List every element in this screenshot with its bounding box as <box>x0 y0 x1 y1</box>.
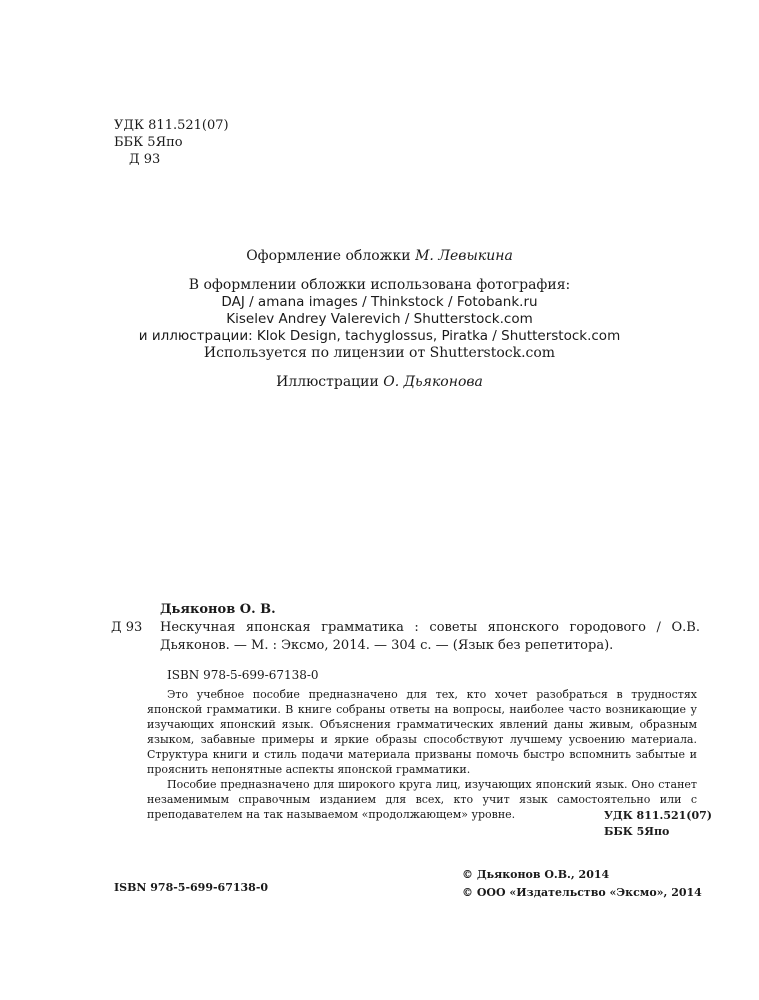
classification-codes <box>114 117 229 168</box>
author-mark: Д 93 <box>129 152 161 167</box>
cover-design-name: М. Левыкина <box>415 248 513 264</box>
photo-credit-line: Kiselev Andrey Valerevich / Shutterstock.com <box>226 311 533 327</box>
footer-codes <box>604 808 712 840</box>
copyright-publisher: © ООО «Издательство «Эксмо», 2014 <box>462 886 702 899</box>
illustrations-credit <box>0 374 759 391</box>
photo-credit-line: DAJ / amana images / Thinkstock / Fotobank.ru <box>221 294 538 310</box>
footer-bbk: ББК 5Япо <box>604 825 670 838</box>
license-line: Используется по лицензии от Shutterstock.com <box>203 345 556 361</box>
cover-design-credit <box>0 248 759 265</box>
illustrations-name: О. Дьяконова <box>383 374 483 390</box>
photo-credits <box>0 277 759 362</box>
cover-design-label: Оформление обложки <box>246 248 411 264</box>
footer-isbn: ISBN 978-5-699-67138-0 <box>114 881 269 894</box>
annotation-paragraph: Пособие предназначено для широкого круга лиц, изучающих японский язык. Оно станет незаменимым справочным изданием для всех, кто учит язык самостоятельно или с преподавателем на так называемом «продолжающем» уровне. <box>147 778 697 821</box>
annotation <box>147 687 697 822</box>
photo-intro: В оформлении обложки использована фотография: <box>188 277 571 293</box>
photo-credit-line: и иллюстрации: Klok Design, tachyglossus, Piratka / Shutterstock.com <box>138 328 621 344</box>
copyright-block <box>462 866 702 902</box>
copyright-author: © Дьяконов О.В., 2014 <box>462 868 610 881</box>
annotation-paragraph: Это учебное пособие предназначено для тех, кто хочет разобраться в трудностях японской грамматики. В книге собраны ответы на вопросы, наиболее часто возникающие у изучающих японский язык. Объяснения грамматических явлений даны живым, образным языком, забавные примеры и яркие образы способствуют лучшему усвоению материала. Структура книги и стиль подачи материала призваны помочь быстро вспомнить забытые и прояснить непонятные аспекты японской грамматики. <box>147 688 697 776</box>
udk-code: УДК 811.521(07) <box>114 118 229 133</box>
bibliographic-isbn: ISBN 978-5-699-67138-0 <box>167 668 319 682</box>
bibliographic-code: Д 93 <box>111 620 143 635</box>
bbk-code: ББК 5Япо <box>114 135 183 150</box>
illustrations-label: Иллюстрации <box>276 374 379 390</box>
bibliographic-description: Нескучная японская грамматика : советы японского городового / О.В. Дьяконов. — М. : Эксмо, 2014. — 304 с. — (Язык без репетитора). <box>160 620 700 653</box>
footer-udk: УДК 811.521(07) <box>604 809 713 822</box>
bibliographic-author: Дьяконов О. В. <box>160 602 276 617</box>
